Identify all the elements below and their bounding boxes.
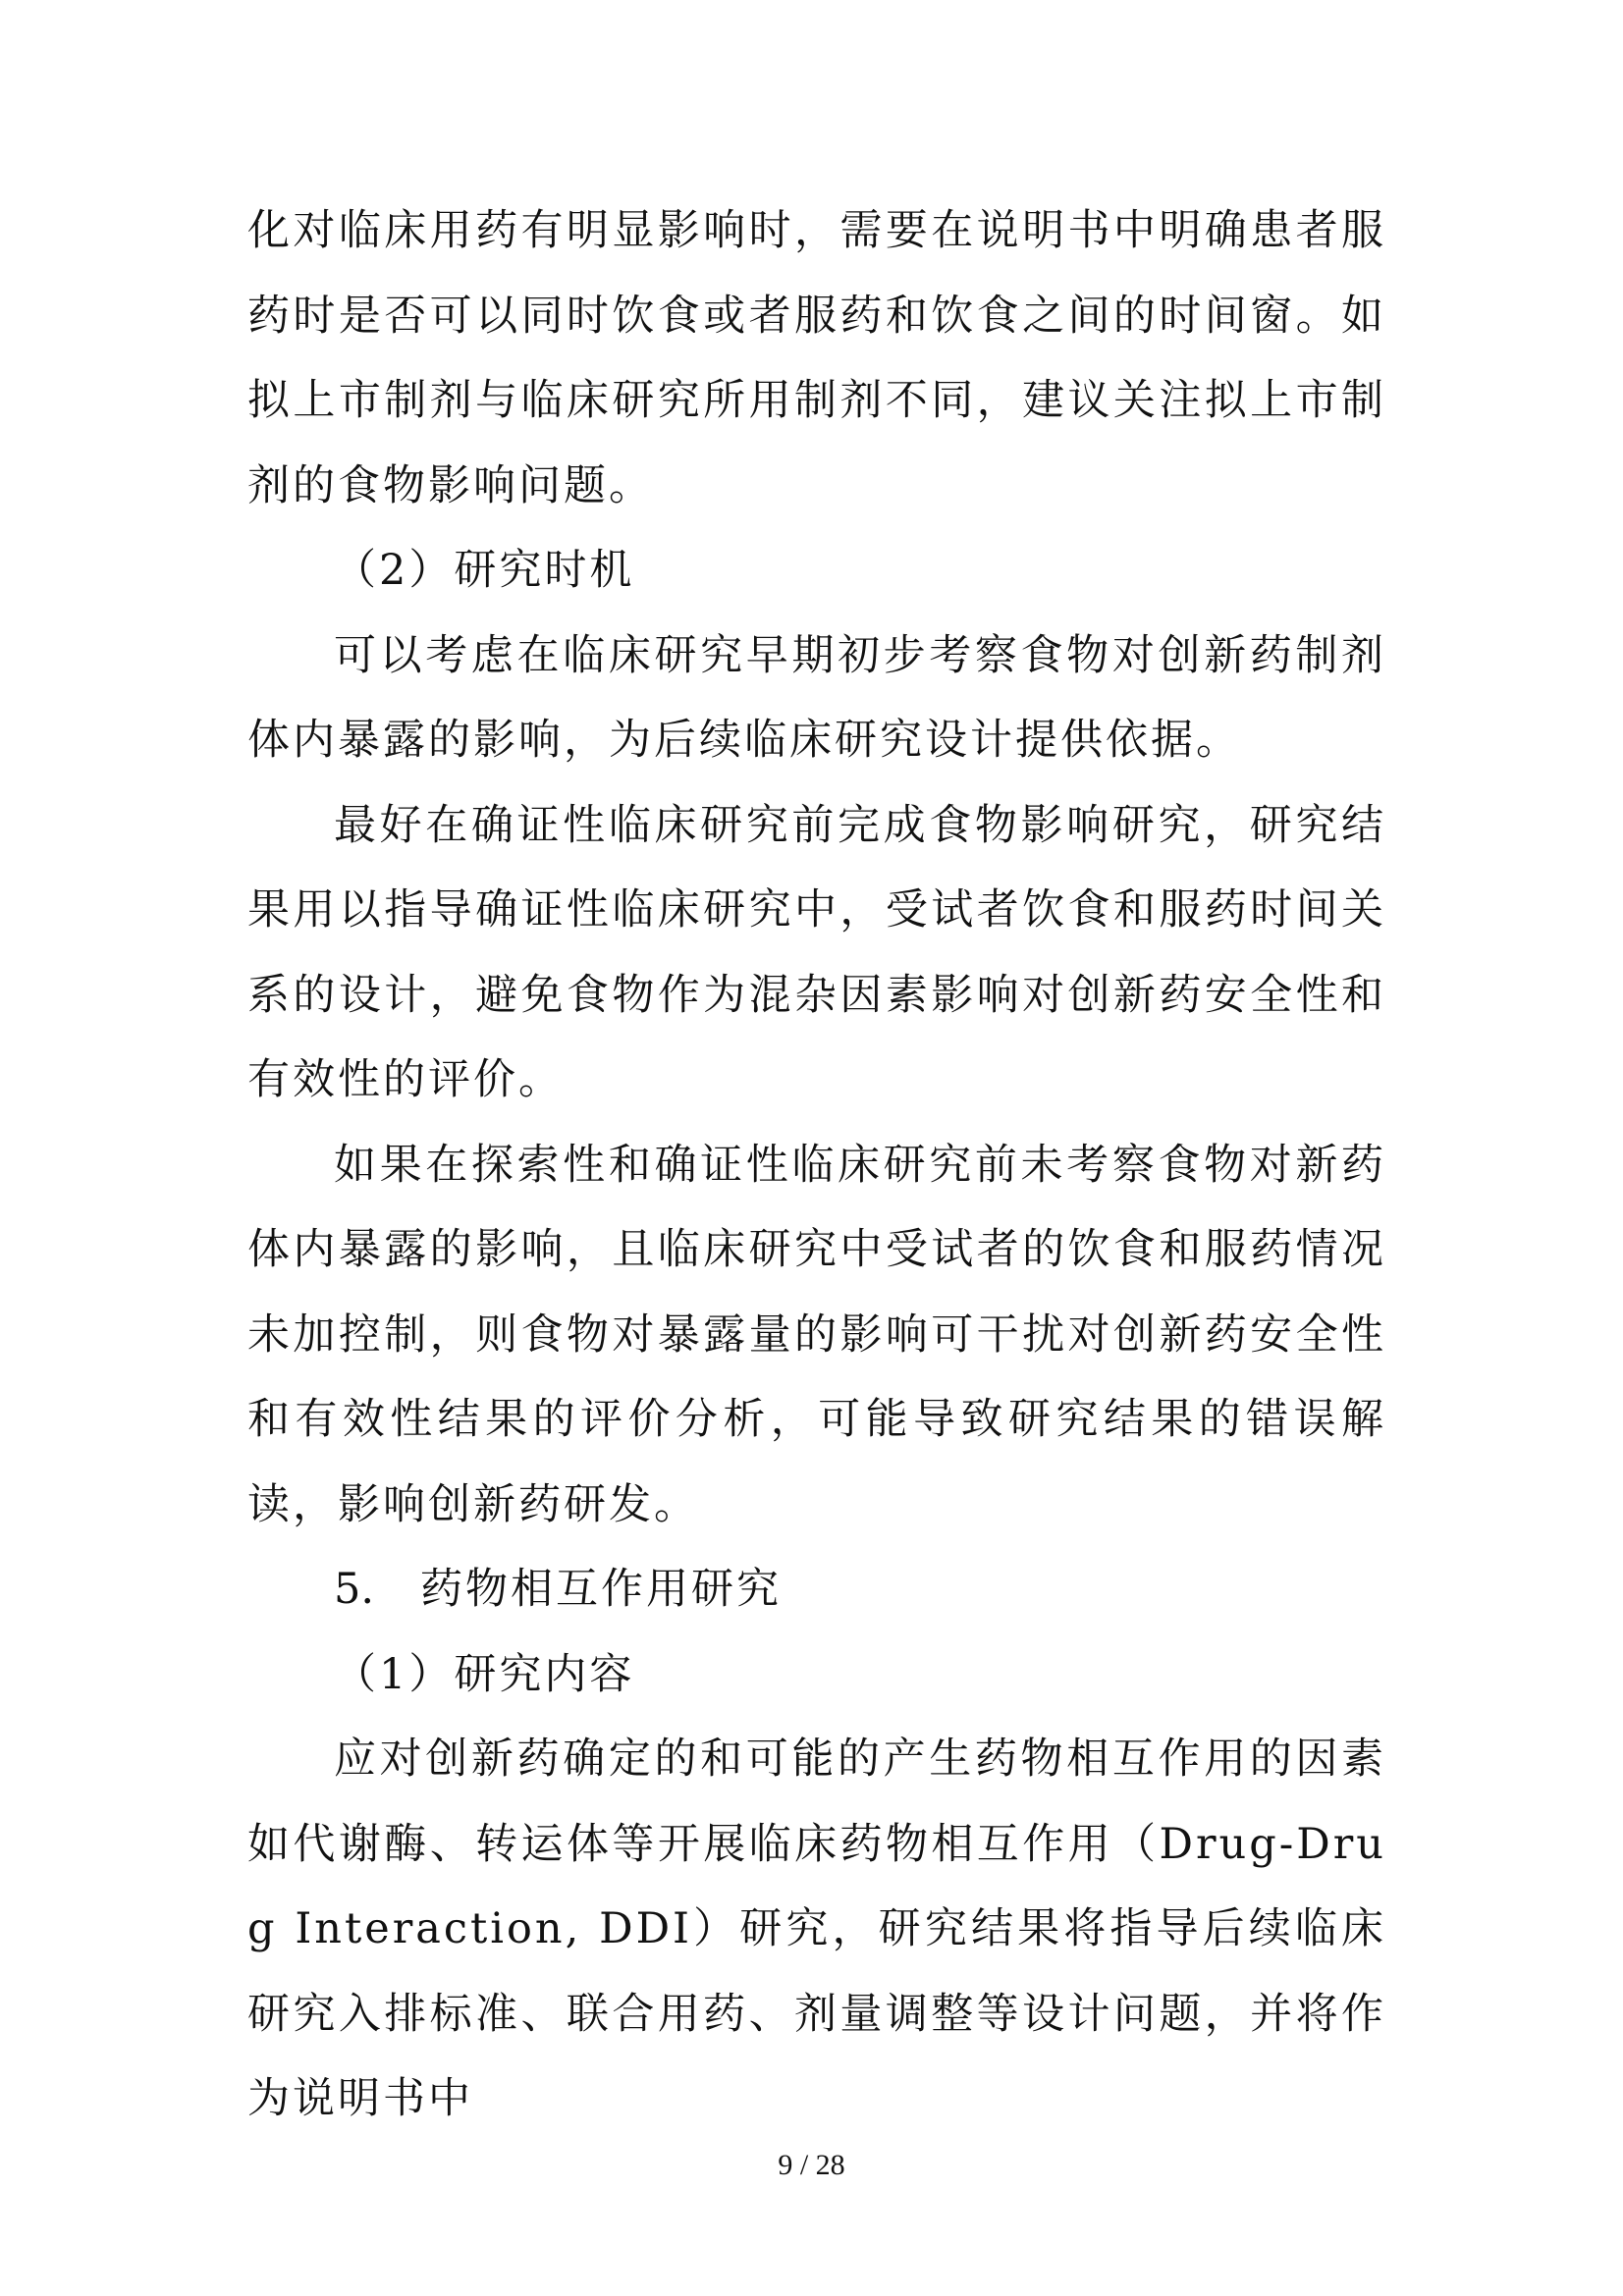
- section-title: 药物相互作用研究: [420, 1565, 782, 1614]
- section-number: 5.: [334, 1565, 375, 1614]
- paragraph-uncontrolled-diet: 如果在探索性和确证性临床研究前未考察食物对新药体内暴露的影响，且临床研究中受试者的饮食和服药情况未加控制，则食物对暴露量的影响可干扰对创新药安全性和有效性结果的评价分析，可能导致研究结果的错误解读，影响创新药研发。: [247, 1140, 1386, 1529]
- page-number: 9 / 28: [778, 2149, 845, 2181]
- subheading-study-content: （1）研究内容: [334, 1649, 635, 1699]
- paragraph-ddi-content: 应对创新药确定的和可能的产生药物相互作用的因素如代谢酶、转运体等开展临床药物相互作用（Drug-Drug Interaction, DDI）研究，研究结果将指导后续临床研究入排标准、联合用药、剂量调整等设计问题，并将作为说明书中: [247, 1735, 1386, 2123]
- paragraph-continued-food-effect: 化对临床用药有明显影响时，需要在说明书中明确患者服药时是否可以同时饮食或者服药和饮食之间的时间窗。如拟上市制剂与临床研究所用制剂不同，建议关注拟上市制剂的食物影响问题。: [247, 206, 1386, 510]
- subheading-study-timing: （2）研究时机: [334, 546, 635, 595]
- section-heading-ddi: [247, 1547, 1386, 1632]
- paragraph-confirmatory-study: 最好在确证性临床研究前完成食物影响研究，研究结果用以指导确证性临床研究中，受试者饮食和服药时间关系的设计，避免食物作为混杂因素影响对创新药安全性和有效性的评价。: [247, 800, 1386, 1104]
- paragraph-early-study: 可以考虑在临床研究早期初步考察食物对创新药制剂体内暴露的影响，为后续临床研究设计提供依据。: [247, 630, 1386, 765]
- document-body: [247, 188, 1386, 2142]
